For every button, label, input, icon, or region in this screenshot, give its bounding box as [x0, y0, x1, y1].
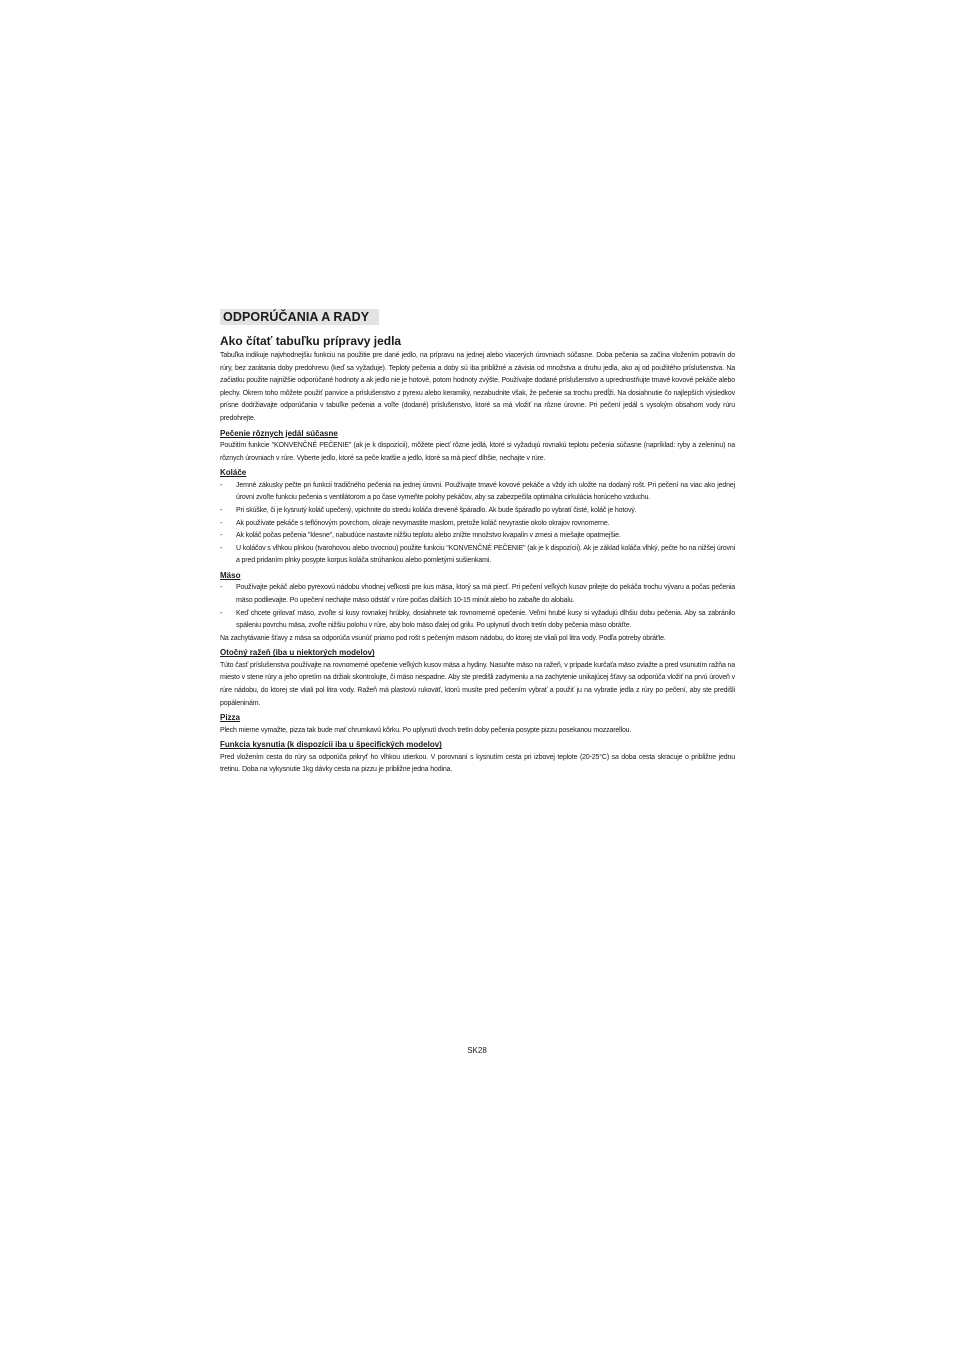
subheading-meat: Mäso — [220, 570, 241, 580]
subheading-proofing: Funkcia kysnutia (k dispozícii iba u špecifických modelov) — [220, 740, 442, 750]
list-item: - Ak koláč počas pečenia "klesne", nabudúce nastavte nižšiu teplotu alebo znížte množstvo kvapalín v zmesi a miešajte opatrnejšie. — [220, 530, 735, 543]
list-item: - Pri skúške, či je kysnutý koláč upečený, vpichnite do stredu koláča drevené špáradlo. Ak bude špáradlo po vybratí čisté, koláč je hotový. — [220, 505, 735, 518]
paragraph-pizza: Plech mierne vymažte, pizza tak bude mať chrumkavú kôrku. Po uplynutí dvoch tretín doby pečenia posypte pizzu posekanou mozzarellou. — [220, 726, 632, 734]
subheading-spit: Otočný ražeň (iba u niektorých modelov) — [220, 648, 375, 658]
document-body — [220, 308, 735, 777]
list-item: - Používajte pekáč alebo pyrexovú nádobu vhodnej veľkosti pre kus mäsa, ktorý sa má piecť. Pri pečení veľkých kusov prilejte do pekáča trochu vývaru a počas pečenia mäso podlievajte. Po upečení nechajte mäso odstáť v rúre počas ďalších 10-15 minút alebo ho zabaľte do alobalu. — [220, 582, 735, 607]
paragraph-meat-after: Na zachytávanie šťavy z mäsa sa odporúča vsunúť priamo pod rošt s pečeným mäsom nádobu, do ktorej ste vliali pol litra vody. Podľa potreby obráťte. — [220, 634, 666, 642]
list-item: - U koláčov s vlhkou plnkou (tvarohovou alebo ovocnou) použite funkciu "KONVENČNÉ PEČENIE" (ak je k dispozícii). Ak je základ koláča vlhký, pečte ho na nižšej úrovni a pred pridaním plnky posypte korpus koláča strúhankou alebo pomletými sušienkami. — [220, 543, 735, 568]
paragraph-multi: Použitím funkcie "KONVENČNÉ PEČENIE" (ak je k dispozícii), môžete piecť rôzne jedlá, ktoré si vyžadujú rovnakú teplotu pečenia súčasne (napríklad: ryby a zeleninu) na rôznych úrovniach v rúre. Vyberte jedlo, ktoré sa peče kratšie a jedlo, ktoré sa má piecť dlhšie, nechajte v rúre. — [220, 442, 735, 462]
subheading-pizza: Pizza — [220, 713, 241, 723]
subheading-cakes: Koláče — [220, 468, 247, 478]
list-item: - Ak používate pekáče s teflónovým povrchom, okraje nevymastite maslom, pretože koláč nevyrastie okolo okrajov rovnomerne. — [220, 518, 735, 531]
paragraph-spit: Túto časť príslušenstva používajte na rovnomerné opečenie veľkých kusov mäsa a hydiny. Nasuňte mäso na ražeň, v prípade kurčaťa mäso zviažte a pred vsunutím ražňa na miesto v stene rúry a jeho opretím na držiak skontrolujte, či mäso nespadne. Aby ste predišli zadymeniu a na zachytenie unikajúcej šťavy sa odporúča vložiť na prvú úroveň v rúre nádobu, do ktorej ste vliali pol litra vody. Ražeň má plastovú rukoväť, ktorú musíte pred pečením vybrať a použiť ju na vybratie jedla z rúry po pečení, aby ste predišli popáleninám. — [220, 661, 735, 707]
page-number: SK28 — [467, 1046, 487, 1055]
list-item: - Keď chcete grilovať mäso, zvoľte si kusy rovnakej hrúbky, dosiahnete tak rovnomerné opečenie. Veľmi hrubé kusy si vyžadujú dlhšiu dobu pečenia. Aby sa zabránilo spáleniu povrchu mäsa, zvoľte nižšiu polohu v rúre, aby bolo mäso ďalej od grilu. Po uplynutí dvoch tretín doby pečenia mäso obráťte. — [220, 608, 735, 633]
meat-list — [220, 582, 735, 632]
subheading-multi: Pečenie rôznych jedál súčasne — [220, 428, 338, 438]
list-item: - Jemné zákusky pečte pri funkcii tradičného pečenia na jednej úrovni. Používajte tmavé kovové pekáče a vždy ich uložte na dodaný rošt. Pri pečení na viac ako jednej úrovni zvoľte funkciu pečenia s ventilátorom a po čase vymeňte polohy pekáčov, aby sa zabezpečila optimálna cirkulácia horúceho vzduchu. — [220, 480, 735, 505]
intro-paragraph: Tabuľka indikuje najvhodnejšiu funkciu na použitie pre dané jedlo, na prípravu na jednej alebo viacerých úrovniach súčasne. Doba pečenia sa začína vložením potravín do rúry, bez zarátania doby predohrevu (keď sa vyžaduje). Teploty pečenia a doby sú iba približné a závisia od množstva a druhu jedla, ako aj od použitého príslušenstva. Na začiatku použite najnižšie odporúčané hodnoty a ak jedlo nie je hotové, potom hodnoty zvýšte. Používajte dodané príslušenstvo a uprednostňujte tmavé kovové pekáče alebo plechy. Okrem toho môžete použiť panvice a príslušenstvo z pyrexu alebo keramiky, nezabudnite však, že pečenie sa trochu predĺži. Na dosiahnutie čo najlepších výsledkov prísne dodržiavajte odporúčania v tabuľke pečenia a voľte (dodané) príslušenstvo, ktoré sa má vložiť na rôzne úrovne. Pri pečení jedál s vysokým obsahom vody rúru predohrejte. — [220, 352, 735, 422]
paragraph-proofing: Pred vložením cesta do rúry sa odporúča prikryť ho vlhkou utierkou. V porovnaní s kysnutím cesta pri izbovej teplote (20-25°C) sa doba cesta skracuje o približne jednu tretinu. Doba na vykysnutie 1kg dávky cesta na pizzu je približne jedna hodina. — [220, 753, 735, 774]
section-header: ODPORÚČANIA A RADY — [220, 309, 379, 325]
cakes-list — [220, 480, 735, 568]
page-title: Ako čítať tabuľku prípravy jedla — [220, 334, 402, 348]
